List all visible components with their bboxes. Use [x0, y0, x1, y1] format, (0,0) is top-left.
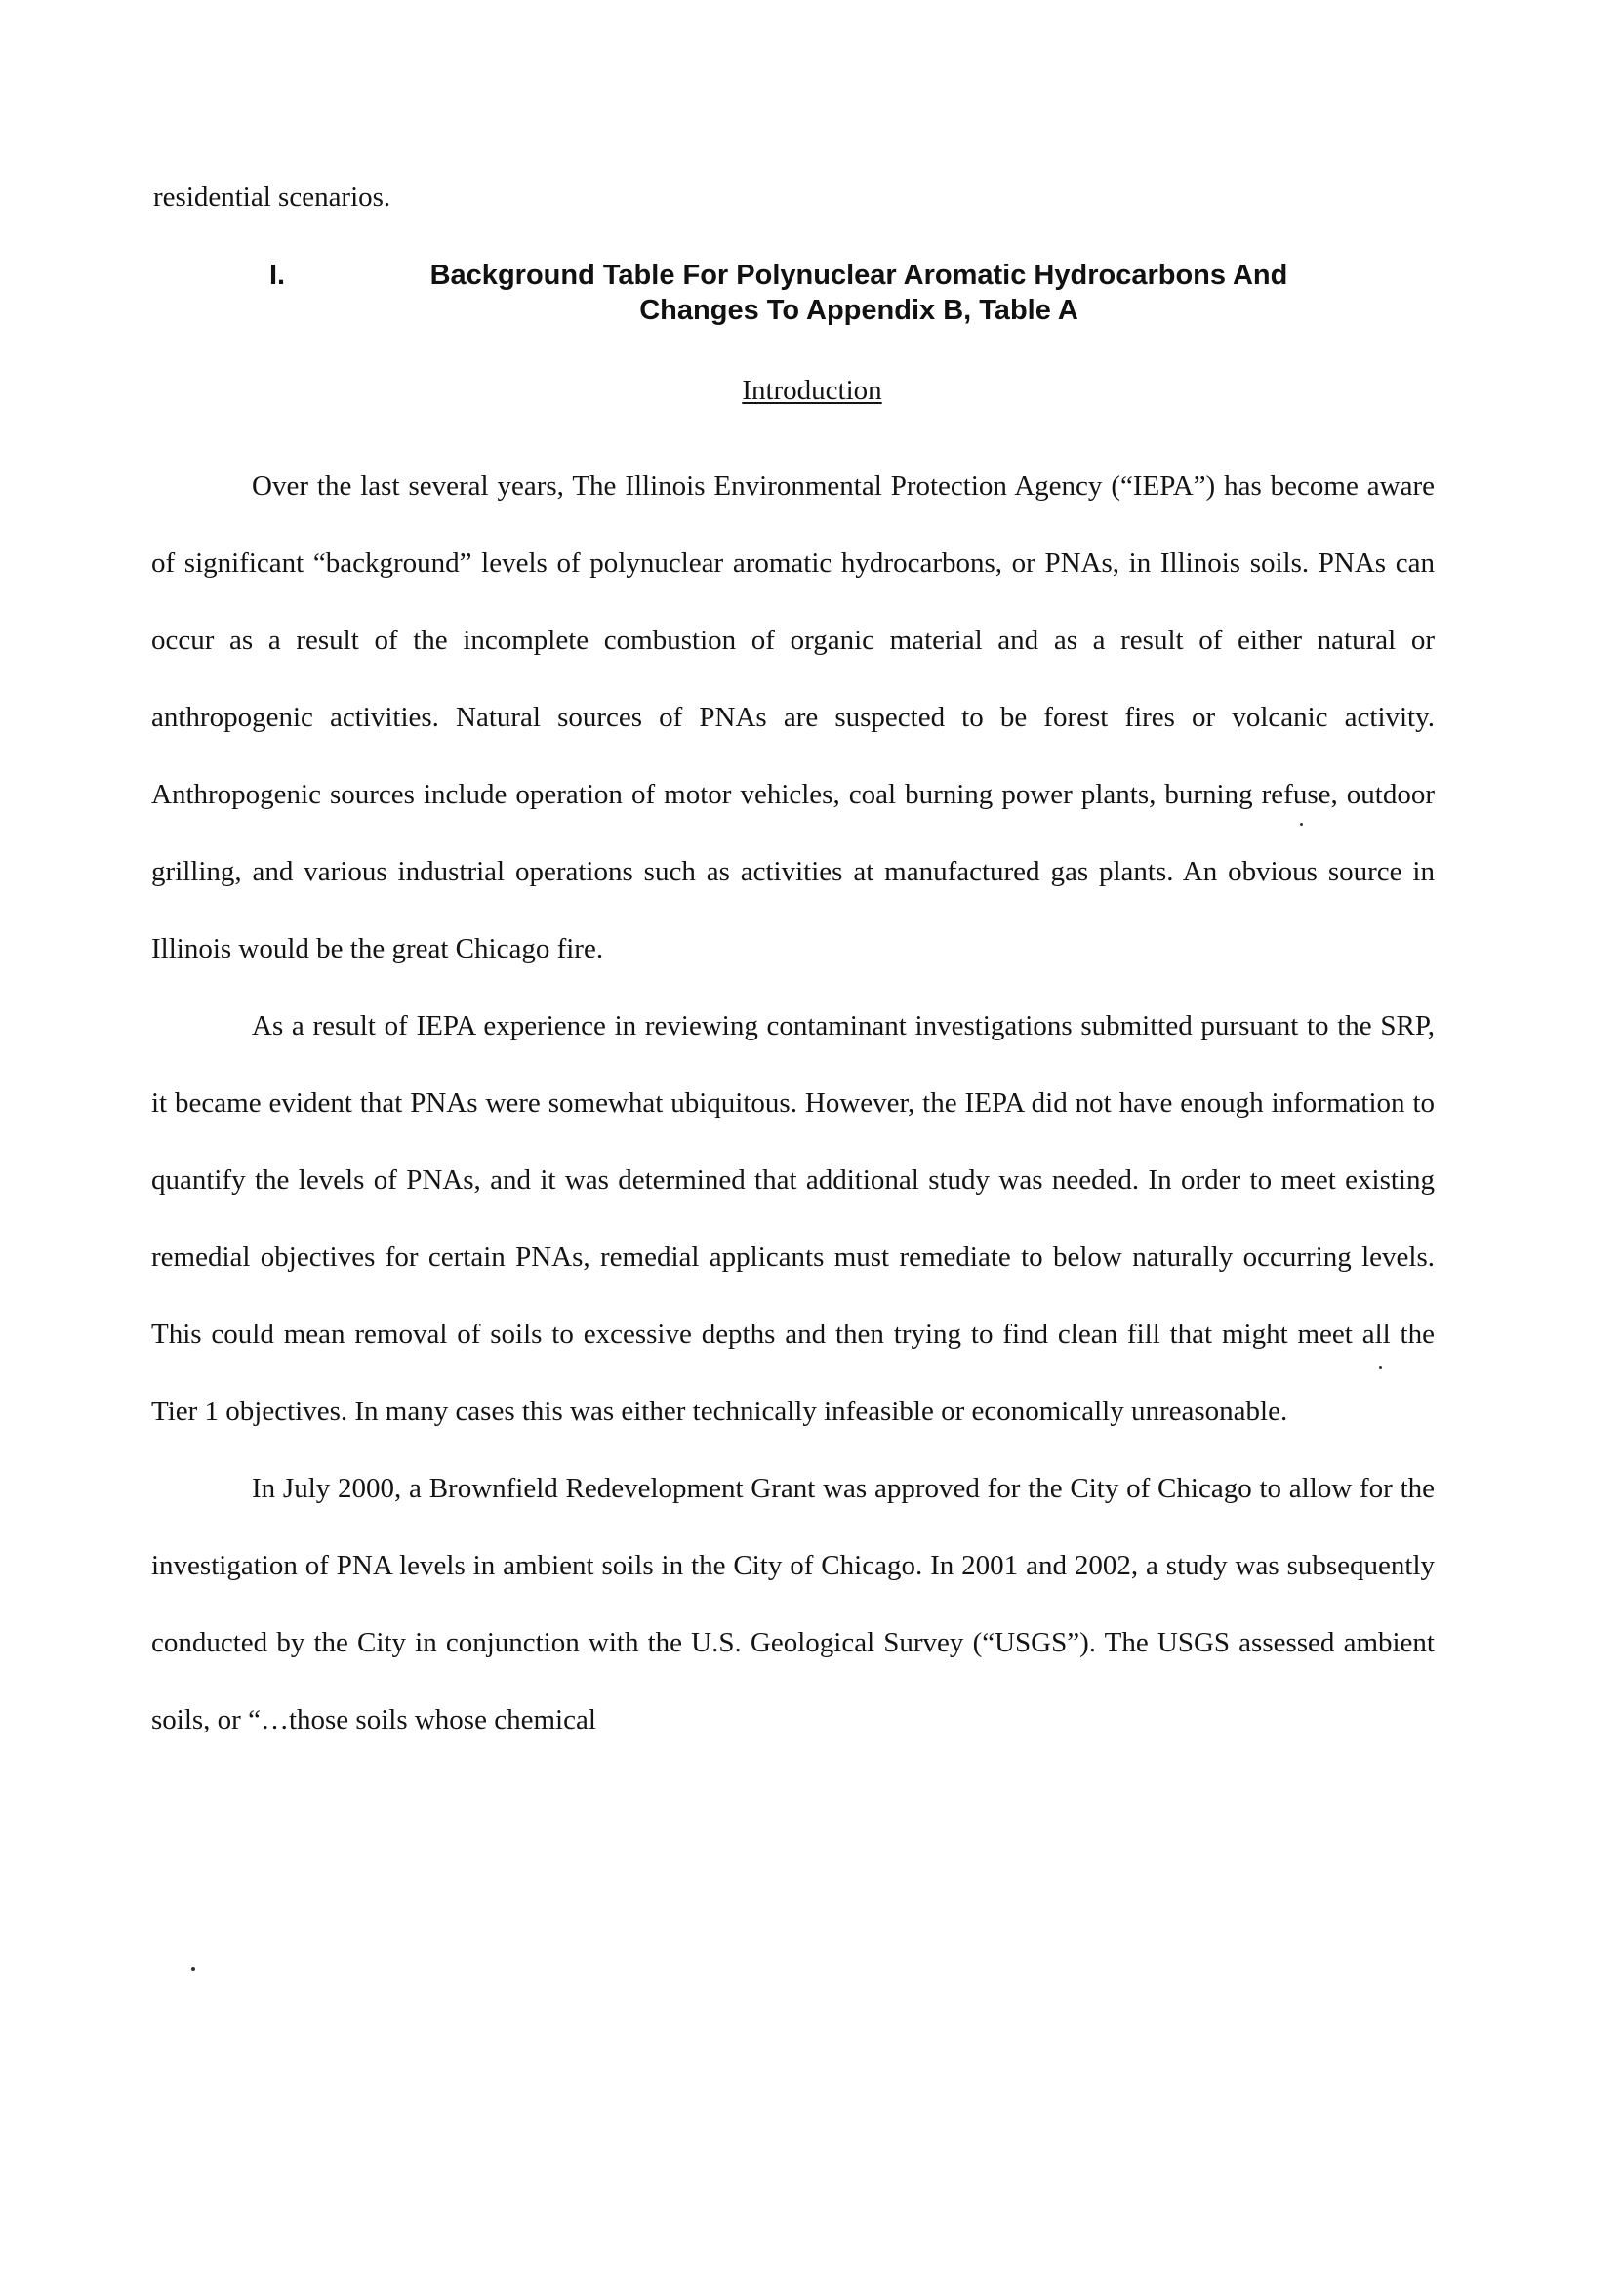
subheading: Introduction — [742, 375, 882, 406]
section-title-line-1: Background Table For Polynuclear Aromatic Hydrocarbons And — [429, 260, 1288, 291]
section-number: I. — [269, 260, 286, 291]
paragraph: As a result of IEPA experience in reviewing contaminant investigations submitted pursuant to the SRP, it became evident that PNAs were somewhat ubiquitous. However, the IEPA did not have enough information to quantify the levels of PNAs, and it was determined that additional study was needed. In order to meet existing remedial objectives for certain PNAs, remedial applicants must remediate to below naturally occurring levels. This could mean removal of soils to excessive depths and then trying to find clean fill that might meet all the Tier 1 objectives. In many cases this was either technically infeasible or economically unreasonable. — [151, 1010, 1435, 1427]
section-title — [371, 258, 1347, 328]
section-title-line-2: Changes To Appendix B, Table A — [639, 295, 1078, 326]
paragraph: Over the last several years, The Illinois Environmental Protection Agency (“IEPA”) has become aware of significant “background” levels of polynuclear aromatic hydrocarbons, or PNAs, in Illinois soils. PNAs can occur as a result of the incomplete combustion of organic material and as a result of either natural or anthropogenic activities. Natural sources of PNAs are suspected to be forest fires or volcanic activity. Anthropogenic sources include operation of motor vehicles, coal burning power plants, burning refuse, outdoor grilling, and various industrial operations such as activities at manufactured gas plants. An obvious source in Illinois would be the great Chicago fire. — [151, 470, 1435, 964]
carryover-text: residential scenarios. — [153, 182, 391, 213]
scan-speck — [1300, 823, 1303, 826]
body-text — [151, 448, 1435, 1759]
scan-speck — [191, 1967, 195, 1971]
paragraph: In July 2000, a Brownfield Redevelopment Grant was approved for the City of Chicago to allow for the investigation of PNA levels in ambient soils in the City of Chicago. In 2001 and 2002, a study was subsequently conducted by the City in conjunction with the U.S. Geological Survey (“USGS”). The USGS assessed ambient soils, or “…those soils whose chemical — [151, 1473, 1435, 1735]
scan-speck — [1379, 1366, 1382, 1369]
